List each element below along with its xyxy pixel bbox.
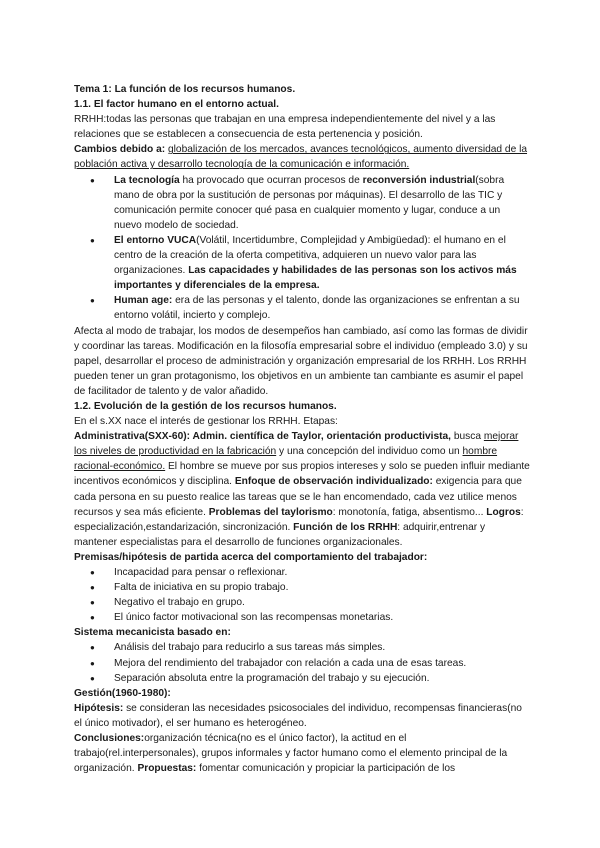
sistema-heading: Sistema mecanicista basado en:	[74, 627, 231, 639]
rrhh-definition: RRHH:todas las personas que trabajan en una empresa independientemente del nivel y a las relaciones que se establecen a consecuencia de esta pertenencia y posición.	[74, 114, 496, 141]
premisas-list	[74, 565, 530, 625]
section-1-heading: 1.1. El factor humano en el entorno actual.	[74, 99, 279, 111]
sistema-list	[74, 640, 530, 685]
list-item: ● Negativo el trabajo en grupo.	[114, 595, 530, 610]
list-item: ● Incapacidad para pensar o reflexionar.	[114, 565, 530, 580]
conclusiones-paragraph: Conclusiones:organización técnica(no es el único factor), la actitud en el trabajo(rel.interpersonales), grupos informales y factor humano como el elemento principal de la organización. Propuestas: fomentar comunicación y propiciar la participación de los	[74, 733, 508, 775]
cambios-label: Cambios debido a:	[74, 144, 166, 156]
document-body	[74, 82, 530, 776]
hipotesis-paragraph: Hipótesis: se consideran las necesidades psicosociales del individuo, recompensas financieras(no el único motivador), el ser humano es heterogéneo.	[74, 702, 522, 729]
cambios-text: globalización de los mercados, avances tecnológicos, aumento diversidad de la población activa y desarrollo tecnología de la comunicación e información.	[74, 144, 528, 171]
afecta-paragraph: Afecta al modo de trabajar, los modos de desempeños han cambiado, así como las formas de dividir y coordinar las tareas. Modificación en la filosofía empresarial sobre el individuo (empleado 3.0) y su papel, desarrollar el proceso de administración y organización empresarial de los RRHH. Los RRHH pueden tener un gran protagonismo, los objetivos en un ambiente tan cambiante es asumir el papel de facilitador de talento y de valor añadido.	[74, 325, 528, 397]
page-title: Tema 1: La función de los recursos humanos.	[74, 84, 296, 95]
list-item: ● Análisis del trabajo para reducirlo a sus tareas más simples.	[114, 640, 530, 655]
list-item: ● Separación absoluta entre la programación del trabajo y su ejecución.	[114, 671, 530, 686]
list-item: ● Human age: era de las personas y el talento, donde las organizaciones se enfrentan a su entorno volátil, incierto y complejo.	[114, 293, 530, 323]
section-2-heading: 1.2. Evolución de la gestión de los recursos humanos.	[74, 400, 337, 412]
premisas-heading: Premisas/hipótesis de partida acerca del comportamiento del trabajador:	[74, 551, 428, 563]
list-item: ● Falta de iniciativa en su propio trabajo.	[114, 580, 530, 595]
cambios-paragraph	[74, 142, 530, 172]
administrativa-paragraph: Administrativa(SXX-60): Admin. científica de Taylor, orientación productivista, busca mejorar los niveles de productividad en la fabricación y una concepción del individuo como un hombre racional-económico. El hombre se mueve por sus propios intereses y solo se pueden influir mediante incentivos económicos y disciplina. Enfoque de observación individualizado: exigencia para que cada persona en su puesto realice las tareas que se le han encomendado, cada vez utilice menos recursos y sea más eficiente. Problemas del taylorismo: monotonía, fatiga, absentismo... Logros: especialización,estandarización, sincronización. Función de los RRHH: adquirir,entrenar y mantener especialistas para el desarrollo de funciones organizacionales.	[74, 431, 530, 548]
list-item: ● El entorno VUCA(Volátil, Incertidumbre, Complejidad y Ambigüedad): el humano en el centro de la creación de la oferta competitiva, adquieren un nuevo valor para las organizaciones. Las capacidades y habilidades de las personas son los activos más importantes y diferenciales de la empresa.	[114, 233, 530, 293]
list-item: ● El único factor motivacional son las recompensas monetarias.	[114, 610, 530, 625]
list-item: ● Mejora del rendimiento del trabajador con relación a cada una de esas tareas.	[114, 656, 530, 671]
gestion-heading: Gestión(1960-1980):	[74, 687, 171, 699]
factors-list	[74, 173, 530, 324]
section-2-intro: En el s.XX nace el interés de gestionar los RRHH. Etapas:	[74, 416, 338, 428]
list-item: ● La tecnología ha provocado que ocurran procesos de reconversión industrial(sobra mano de obra por la sustitución de personas por máquinas). El desarrollo de las TIC y comunicación permite conocer qué pasa en cualquier momento y lugar, conduce a un nuevo modelo de sociedad.	[114, 173, 530, 233]
